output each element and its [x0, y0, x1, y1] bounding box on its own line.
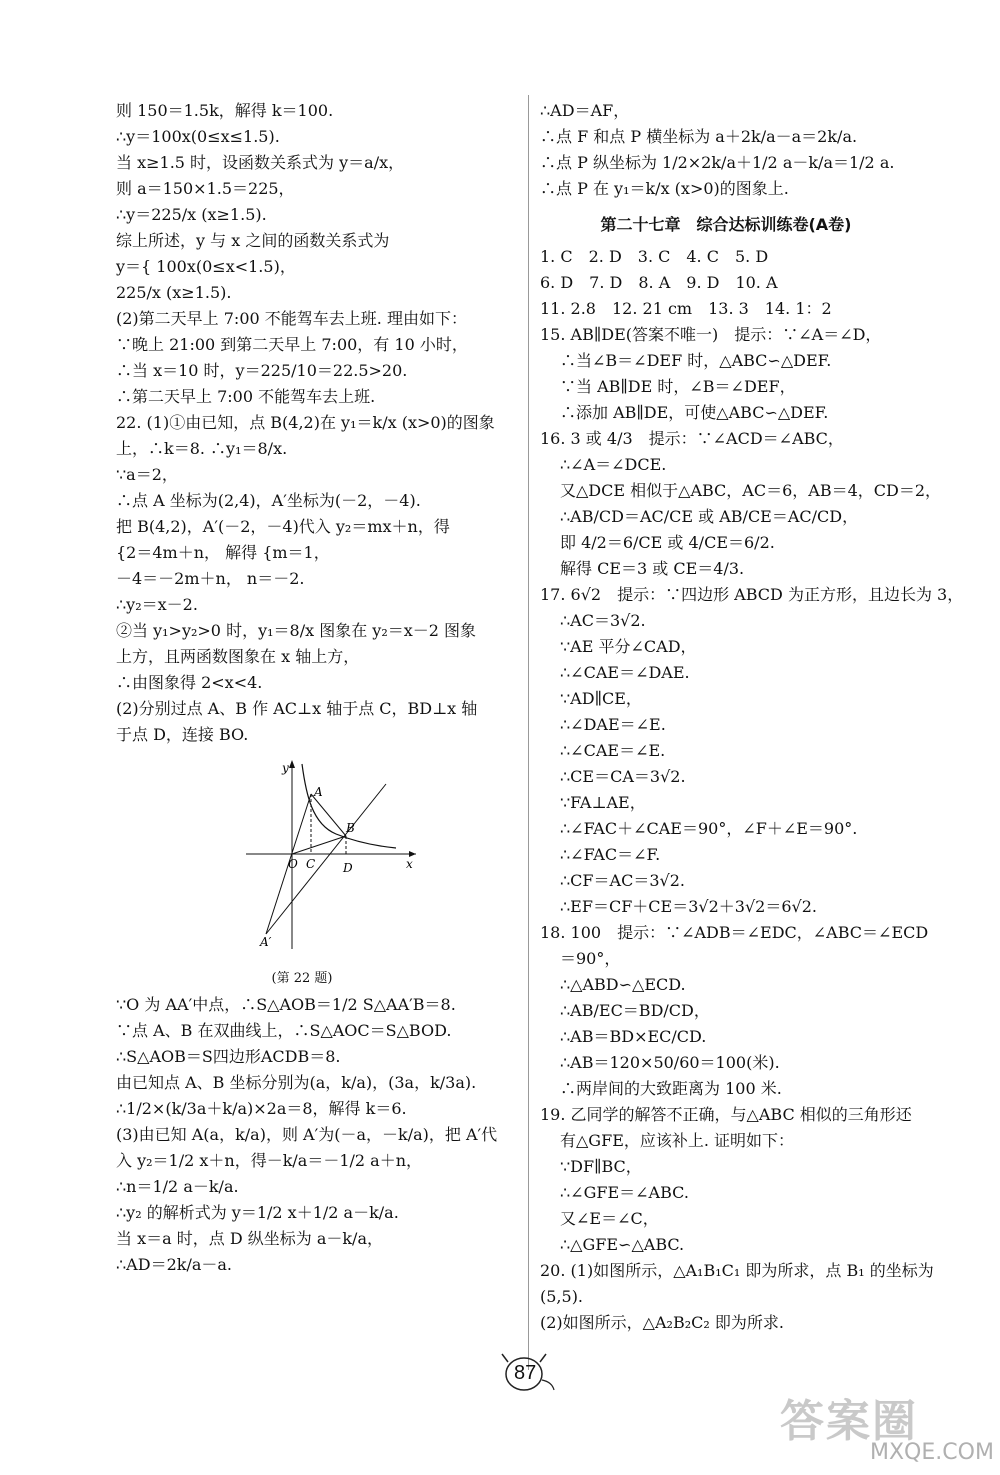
- text-line: ∴y＝100x(0≤x≤1.5).: [116, 127, 280, 146]
- left-text-block-2: [116, 992, 518, 1278]
- text-line: ∵点 A、B 在双曲线上，∴S△AOC＝S△BOD.: [116, 1021, 452, 1040]
- text-line: ∴∠FAC＝∠F.: [560, 845, 661, 864]
- text-line: 6. D 7. D 8. A 9. D 10. A: [540, 273, 778, 292]
- text-line: 把 B(4,2)，A′(－2，－4)代入 y₂＝mx＋n，得: [116, 517, 450, 536]
- text-line: ∴EF＝CF＋CE＝3√2＋3√2＝6√2.: [560, 897, 817, 916]
- text-line: 11. 2.8 12. 21 cm 13. 3 14. 1：2: [540, 299, 832, 318]
- y-axis-arrow-icon: [289, 760, 295, 768]
- text-line: 上，∴k＝8. ∴y₁＝8/x.: [116, 439, 288, 458]
- text-line: (2)如图所示，△A₂B₂C₂ 即为所求.: [540, 1313, 784, 1332]
- text-line: ∴△GFE∽△ABC.: [560, 1235, 685, 1254]
- text-line: 18. 100 提示：∵∠ADB＝∠EDC，∠ABC＝∠ECD: [540, 923, 929, 942]
- text-line: ∴△ABD∽△ECD.: [560, 975, 686, 994]
- text-line: (2)第二天早上 7:00 不能驾车去上班. 理由如下：: [116, 309, 467, 328]
- text-line: ∴AB/CD＝AC/CE 或 AB/CE＝AC/CD，: [560, 507, 859, 526]
- watermark-url: MXQE.COM: [870, 1440, 994, 1465]
- line-y2: [266, 784, 386, 934]
- text-line: ∴点 F 和点 P 横坐标为 a＋2k/a－a＝2k/a.: [540, 127, 858, 146]
- text-line: 225/x (x≥1.5).: [116, 283, 232, 302]
- text-line: 19. 乙同学的解答不正确，与△ABC 相似的三角形还: [540, 1105, 912, 1124]
- text-line: ∵DF∥BC，: [560, 1157, 642, 1176]
- watermark: [780, 1385, 994, 1465]
- page-number: 87: [514, 1362, 537, 1384]
- text-line: ∴CF＝AC＝3√2.: [560, 871, 685, 890]
- text-line: ∵晚上 21:00 到第二天早上 7:00，有 10 小时，: [116, 335, 468, 354]
- text-line: ∴y₂＝x－2.: [116, 595, 198, 614]
- text-line: 解得 CE＝3 或 CE＝4/3.: [560, 559, 745, 578]
- text-line: 综上所述，y 与 x 之间的函数关系式为: [116, 231, 390, 250]
- text-line: ∵当 AB∥DE 时，∠B＝∠DEF，: [560, 377, 796, 396]
- text-line: ∴当∠B＝∠DEF 时，△ABC∽△DEF.: [560, 351, 832, 370]
- page-number-badge: [496, 1350, 556, 1400]
- text-line: 有△GFE，应该补上. 证明如下：: [560, 1131, 795, 1150]
- left-column: [116, 98, 518, 1278]
- text-line: 1. C 2. D 3. C 4. C 5. D: [540, 247, 769, 266]
- hyperbola-curve: [302, 764, 396, 848]
- right-column: [540, 98, 964, 1336]
- text-line: ∴由图象得 2<x<4.: [116, 673, 263, 692]
- text-line: 20. (1)如图所示，△A₁B₁C₁ 即为所求，点 B₁ 的坐标为: [540, 1261, 934, 1280]
- label-y: y: [282, 761, 289, 775]
- text-line: ∴∠A＝∠DCE.: [560, 455, 667, 474]
- text-line: 即 4/2＝6/CE 或 4/CE＝6/2.: [560, 533, 775, 552]
- left-text-block: [116, 98, 518, 748]
- text-line: ∵AE 平分∠CAD，: [560, 637, 697, 656]
- watermark-logo: 答案圈: [780, 1396, 918, 1447]
- text-line: ∴点 P 在 y₁＝k/x (x>0)的图象上.: [540, 179, 789, 198]
- text-line: 16. 3 或 4/3 提示：∵∠ACD＝∠ABC，: [540, 429, 844, 448]
- text-line: 上方，且两函数图象在 x 轴上方，: [116, 647, 360, 666]
- label-o: O: [288, 857, 298, 871]
- text-line: ∵FA⊥AE，: [560, 793, 646, 812]
- text-line: 22. (1)①由已知，点 B(4,2)在 y₁＝k/x (x>0)的图象: [116, 413, 495, 432]
- text-line: ∴y₂ 的解析式为 y＝1/2 x＋1/2 a－k/a.: [116, 1203, 399, 1222]
- text-line: (2)分别过点 A、B 作 AC⊥x 轴于点 C，BD⊥x 轴: [116, 699, 478, 718]
- text-line: 入 y₂＝1/2 x＋n，得－k/a＝－1/2 a＋n，: [116, 1151, 423, 1170]
- text-line: ∴第二天早上 7:00 不能驾车去上班.: [116, 387, 376, 406]
- text-line: ∴n＝1/2 a－k/a.: [116, 1177, 239, 1196]
- text-line: ∴1/2×(k/3a＋k/a)×2a＝8，解得 k＝6.: [116, 1099, 407, 1118]
- label-x: x: [406, 857, 413, 871]
- label-a: A: [314, 785, 323, 799]
- text-line: ∴∠GFE＝∠ABC.: [560, 1183, 689, 1202]
- text-line: ∴当 x＝10 时，y＝225/10＝22.5>20.: [116, 361, 408, 380]
- text-line: ∴CE＝CA＝3√2.: [560, 767, 686, 786]
- column-divider: [528, 95, 529, 1370]
- text-line: 于点 D，连接 BO.: [116, 725, 249, 744]
- figure-caption: (第 22 题): [271, 971, 333, 986]
- text-line: ∴∠FAC＋∠CAE＝90°，∠F＋∠E＝90°.: [560, 819, 858, 838]
- label-b: B: [346, 821, 355, 835]
- right-text-block: [540, 98, 912, 202]
- text-line: 则 150＝1.5k，解得 k＝100.: [116, 101, 334, 120]
- text-line: ∴∠DAE＝∠E.: [560, 715, 666, 734]
- text-line: ∵O 为 AA′中点，∴S△AOB＝1/2 S△AA′B＝8.: [116, 995, 456, 1014]
- text-line: ∵AD∥CE，: [560, 689, 642, 708]
- text-line: (3)由已知 A(a，k/a)，则 A′为(－a，－k/a)，把 A′代: [116, 1125, 498, 1144]
- text-line: (5,5).: [540, 1287, 584, 1306]
- label-a-prime: A′: [260, 935, 272, 949]
- text-line: y＝{ 100x(0≤x<1.5)，: [116, 257, 296, 276]
- text-line: ∴∠CAE＝∠E.: [560, 741, 666, 760]
- text-line: ∴点 P 纵坐标为 1/2×2k/a＋1/2 a－k/a＝1/2 a.: [540, 153, 895, 172]
- text-line: ∴∠CAE＝∠DAE.: [560, 663, 690, 682]
- text-line: 则 a＝150×1.5＝225，: [116, 179, 295, 198]
- text-line: ∴AB＝120×50/60＝100(米).: [560, 1053, 780, 1072]
- section-title: 第二十七章 综合达标训练卷(A卷): [600, 215, 852, 234]
- text-line: ∴AD＝AF，: [540, 101, 630, 120]
- text-line: {2＝4m＋n， 解得 {m＝1，: [116, 543, 330, 562]
- label-d: D: [343, 861, 353, 875]
- text-line: ∴AC＝3√2.: [560, 611, 646, 630]
- text-line: ∴AB/EC＝BD/CD，: [560, 1001, 710, 1020]
- hyperbola-figure: [246, 754, 426, 954]
- text-line: 当 x≥1.5 时，设函数关系式为 y＝a/x，: [116, 153, 405, 172]
- text-line: ∴添加 AB∥DE，可使△ABC∽△DEF.: [560, 403, 829, 422]
- text-line: ∴AB＝BD×EC/CD.: [560, 1027, 707, 1046]
- text-line: 又△DCE 相似于△ABC，AC＝6，AB＝4，CD＝2，: [560, 481, 942, 500]
- label-c: C: [306, 857, 316, 871]
- answer-list: [540, 244, 964, 1336]
- text-line: ＝90°，: [560, 949, 621, 968]
- text-line: ∴y＝225/x (x≥1.5).: [116, 205, 267, 224]
- text-line: 17. 6√2 提示：∵四边形 ABCD 为正方形，且边长为 3，: [540, 585, 964, 604]
- text-line: ∴点 A 坐标为(2,4)，A′坐标为(－2，－4).: [116, 491, 421, 510]
- segment-bo: [292, 836, 346, 854]
- text-line: －4＝－2m＋n， n＝－2.: [116, 569, 305, 588]
- text-line: 15. AB∥DE(答案不唯一) 提示：∵∠A＝∠D，: [540, 325, 882, 344]
- text-line: 当 x＝a 时，点 D 纵坐标为 a－k/a，: [116, 1229, 383, 1248]
- text-line: ∴S△AOB＝S四边形ACDB＝8.: [116, 1047, 341, 1066]
- text-line: ∴AD＝2k/a－a.: [116, 1255, 232, 1274]
- text-line: 由已知点 A、B 坐标分别为(a，k/a)，(3a，k/3a).: [116, 1073, 477, 1092]
- text-line: ∵a＝2，: [116, 465, 178, 484]
- text-line: ∴两岸间的大致距离为 100 米.: [560, 1079, 782, 1098]
- text-line: ②当 y₁>y₂>0 时，y₁＝8/x 图象在 y₂＝x－2 图象: [116, 621, 477, 640]
- text-line: 又∠E＝∠C，: [560, 1209, 659, 1228]
